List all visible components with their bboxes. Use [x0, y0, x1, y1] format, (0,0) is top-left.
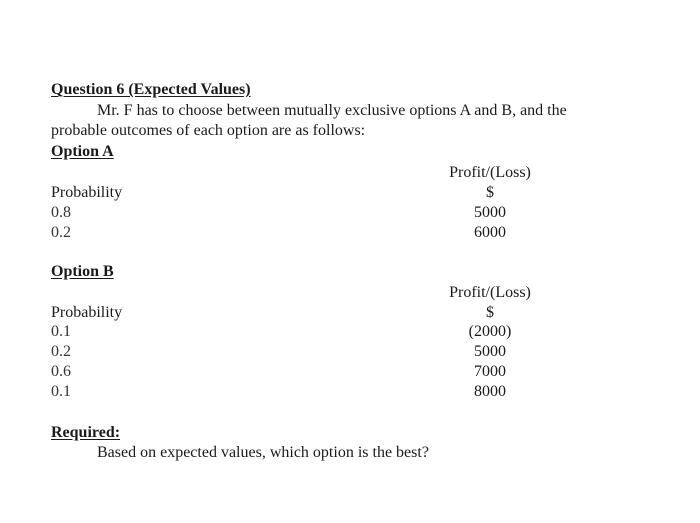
option-a-profit-row: 5000 — [474, 204, 506, 221]
option-b-currency: $ — [486, 304, 494, 321]
option-b-probability-row: 0.6 — [51, 363, 71, 380]
option-b-profit-row: (2000) — [468, 323, 512, 340]
option-a-profit-header: Profit/(Loss) — [449, 164, 531, 181]
option-b-probability-header: Probability — [51, 304, 123, 321]
question-title: Question 6 (Expected Values) — [51, 81, 251, 98]
option-b-profit-header: Profit/(Loss) — [449, 284, 531, 301]
option-b-heading: Option B — [51, 263, 114, 280]
option-b-profit-row: 7000 — [474, 363, 506, 380]
required-text: Based on expected values, which option is the best? — [97, 444, 429, 461]
question-intro-line1: Mr. F has to choose between mutually exclusive options A and B, and the — [97, 102, 567, 119]
option-b-probability-row: 0.1 — [51, 323, 71, 340]
option-b-probability-row: 0.1 — [51, 383, 71, 400]
option-a-probability-row: 0.8 — [51, 204, 71, 221]
option-a-profit-row: 6000 — [474, 224, 506, 241]
option-a-heading: Option A — [51, 143, 114, 160]
option-a-currency: $ — [486, 184, 494, 201]
option-a-probability-row: 0.2 — [51, 224, 71, 241]
question-intro-line2: probable outcomes of each option are as follows: — [51, 122, 366, 139]
option-b-profit-row: 8000 — [474, 383, 506, 400]
option-b-probability-row: 0.2 — [51, 343, 71, 360]
option-b-profit-row: 5000 — [474, 343, 506, 360]
required-heading: Required: — [51, 424, 121, 441]
option-a-probability-header: Probability — [51, 184, 123, 201]
